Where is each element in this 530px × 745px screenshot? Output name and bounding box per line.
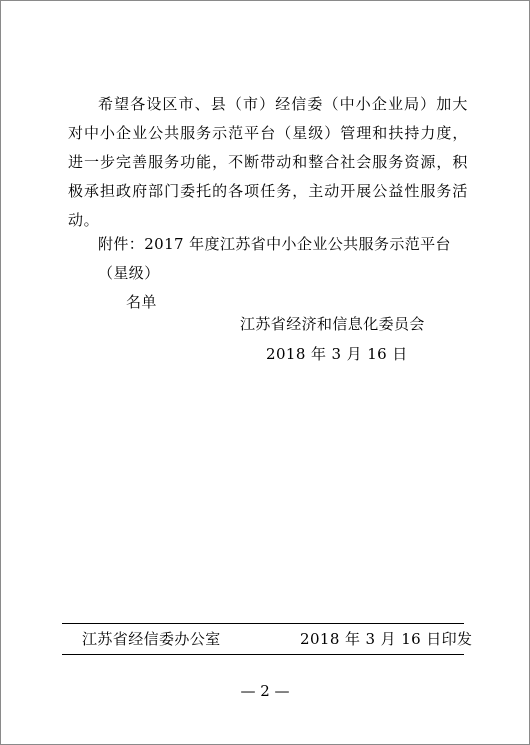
attachment-line-2: 名单 <box>126 293 157 311</box>
footer-rule-top <box>62 623 464 624</box>
footer-issue-date: 2018 年 3 月 16 日印发 <box>300 630 473 648</box>
footer-rule-bottom <box>62 654 464 655</box>
attachment-line-1: 附件：2017 年度江苏省中小企业公共服务示范平台（星级） <box>98 235 451 282</box>
attachment-note <box>98 230 478 317</box>
signature-organization: 江苏省经济和信息化委员会 <box>240 315 425 333</box>
body-paragraph: 希望各设区市、县（市）经信委（中小企业局）加大对中小企业公共服务示范平台（星级）管理和扶持力度，进一步完善服务功能，不断带动和整合社会服务资源，积极承担政府部门委托的各项任务，主动开展公益性服务活动。 <box>68 95 468 229</box>
footer-issuer: 江苏省经信委办公室 <box>82 630 221 648</box>
page-number: — 2 — <box>240 682 290 700</box>
signature-date: 2018 年 3 月 16 日 <box>266 345 408 363</box>
